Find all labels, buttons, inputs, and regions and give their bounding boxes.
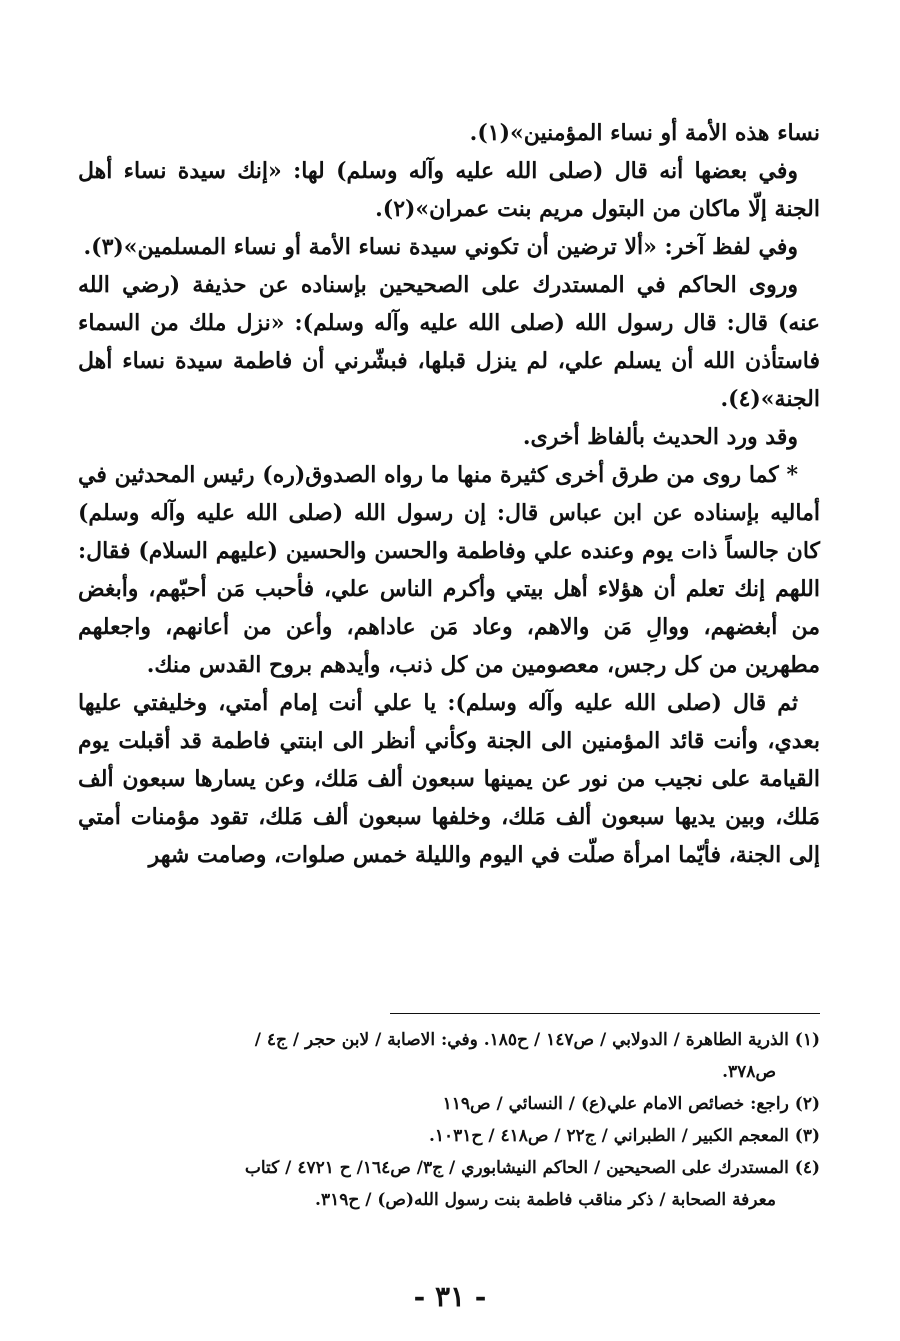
footnote-divider xyxy=(390,1013,820,1014)
paragraph-6: * كما روى من طرق أخرى كثيرة منها ما رواه الصدوق(ره) رئيس المحدثين في أماليه بإسناده عن ابن عباس قال: إن رسول الله (صلى الله عليه وآله وسلم) كان جالساً ذات يوم وعنده علي وفاطمة والحسن والحسين (عليهم السلام) فقال: اللهم إنك تعلم أن هؤلاء أهل بيتي وأكرم الناس علي، فأحبب مَن أحبّهم، وأبغض من أبغضهم، ووالِ مَن والاهم، وعاد مَن عاداهم، وأعن من أعانهم، واجعلهم مطهرين من كل رجس، معصومين من كل ذنب، وأيدهم بروح القدس منك. xyxy=(78,462,820,678)
paragraph-4: وروى الحاكم في المستدرك على الصحيحين بإسناده عن حذيفة (رضي الله عنه) قال: قال رسول الله (صلى الله عليه وآله وسلم): «نزل ملك من السماء فاستأذن الله أن يسلم علي، لم ينزل قبلها، فبشّرني أن فاطمة سيدة نساء أهل الجنة»(٤). xyxy=(78,272,820,412)
paragraph-5: وقد ورد الحديث بألفاظ أخرى. xyxy=(522,424,798,450)
footnote-2: (٢) راجع: خصائص الامام علي(ع) / النسائي / ص١١٩ xyxy=(442,1094,820,1114)
paragraph-3: وفي لفظ آخر: «ألا ترضين أن تكوني سيدة نساء الأمة أو نساء المسلمين»(٣). xyxy=(83,234,798,260)
paragraph-2: وفي بعضها أنه قال (صلى الله عليه وآله وسلم) لها: «إنك سيدة نساء أهل الجنة إلّا ماكان من البتول مريم بنت عمران»(٢). xyxy=(78,158,820,222)
footnote-1-continuation: ص٣٧٨. xyxy=(722,1062,776,1082)
main-text xyxy=(78,114,820,874)
footnote-1: (١) الذرية الطاهرة / الدولابي / ص١٤٧ / ح١٨٥. وفي: الاصابة / لابن حجر / ج٤ / xyxy=(254,1030,820,1050)
footnotes xyxy=(78,1024,820,1216)
footnote-3: (٣) المعجم الكبير / الطبراني / ج٢٢ / ص٤١٨ / ح١٠٣١. xyxy=(428,1126,820,1146)
paragraph-1: نساء هذه الأمة أو نساء المؤمنين»(١). xyxy=(469,120,820,146)
footnote-4: (٤) المستدرك على الصحيحين / الحاكم النيشابوري / ج٣/ ص١٦٤/ ح ٤٧٢١ / كتاب xyxy=(244,1158,820,1178)
paragraph-7: ثم قال (صلى الله عليه وآله وسلم): يا علي أنت إمام أمتي، وخليفتي عليها بعدي، وأنت قائد المؤمنين الى الجنة وكأني أنظر الى ابنتي فاطمة قد أقبلت يوم القيامة على نجيب من نور عن يمينها سبعون ألف مَلك، وعن يسارها سبعون ألف مَلك، وبين يديها سبعون ألف مَلك، وخلفها سبعون ألف مَلك، تقود مؤمنات أمتي إلى الجنة، فأيّما امرأة صلّت في اليوم والليلة خمس صلوات، وصامت شهر xyxy=(78,690,820,868)
footnote-4-continuation: معرفة الصحابة / ذكر مناقب فاطمة بنت رسول الله(ص) / ح٣١٩. xyxy=(315,1190,776,1210)
page-number: - ٣١ - xyxy=(413,1280,487,1313)
